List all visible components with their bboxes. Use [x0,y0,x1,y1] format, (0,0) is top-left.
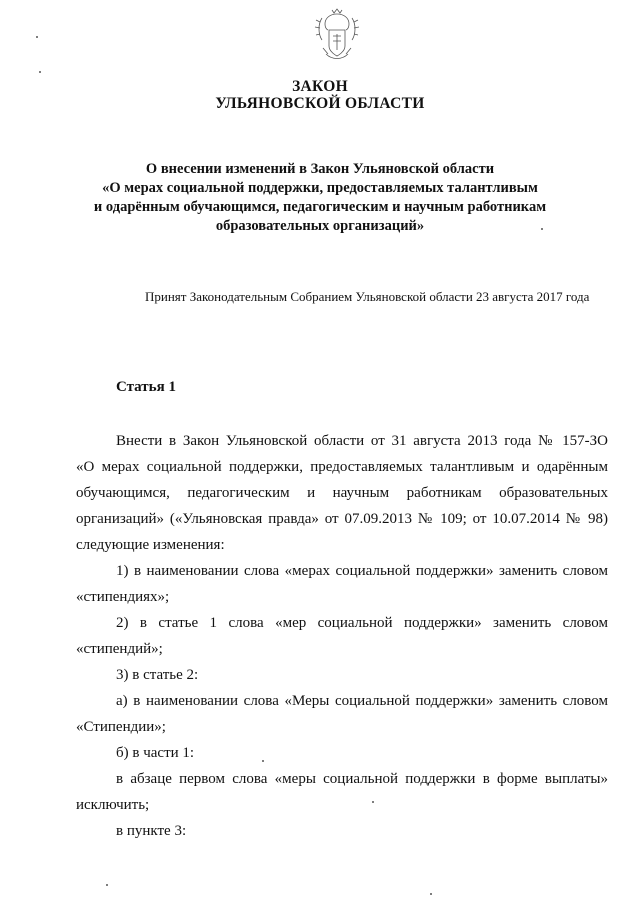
body-line: следующие изменения: [76,537,225,553]
body-line: «Стипендии»; [76,719,166,735]
body-line: 2) в статье 1 слова «мер социальной поддержки» заменить словом [116,615,608,631]
body-line: обучающимся, педагогическим и научным работникам образовательных [76,485,608,501]
scan-speck [36,36,38,38]
body-line: 3) в статье 2: [116,667,199,683]
coat-of-arms-emblem [312,8,362,62]
subtitle-line: и одарённым обучающимся, педагогическим и научным работникам [93,199,547,215]
adoption-note: Принят Законодательным Собранием Ульяновской области 23 августа 2017 года [145,289,590,304]
body-line: а) в наименовании слова «Меры социальной поддержки» заменить словом [116,693,608,709]
scan-speck [106,884,108,886]
body-line: в пункте 3: [116,823,187,839]
body-line: «стипендиях»; [76,589,170,605]
article-body [76,428,608,844]
subtitle-line: «О мерах социальной поддержки, предоставляемых талантливым [102,180,538,196]
body-line: «О мерах социальной поддержки, предоставляемых талантливым и одарённым [76,459,608,475]
region-title: УЛЬЯНОВСКОЙ ОБЛАСТИ [215,95,425,112]
scan-speck [541,228,543,230]
scan-speck [430,893,432,895]
body-line: б) в части 1: [116,745,195,761]
subtitle-line: О внесении изменений в Закон Ульяновской области [145,161,495,177]
body-line: исключить; [76,797,150,813]
scan-speck [372,801,374,803]
subtitle-line: образовательных организаций» [215,218,425,234]
law-title: ЗАКОН [292,78,348,95]
body-line: «стипендий»; [76,641,163,657]
scan-speck [262,760,264,762]
body-line: 1) в наименовании слова «мерах социальной поддержки» заменить словом [116,563,608,579]
article-heading: Статья 1 [116,379,176,395]
scan-speck [39,71,41,73]
body-line: организаций» («Ульяновская правда» от 07.09.2013 № 109; от 10.07.2014 № 98) [76,511,608,527]
body-line: Внести в Закон Ульяновской области от 31 августа 2013 года № 157-ЗО [116,433,608,449]
body-line: в абзаце первом слова «меры социальной поддержки в форме выплаты» [116,771,608,787]
law-subtitle [70,160,570,236]
